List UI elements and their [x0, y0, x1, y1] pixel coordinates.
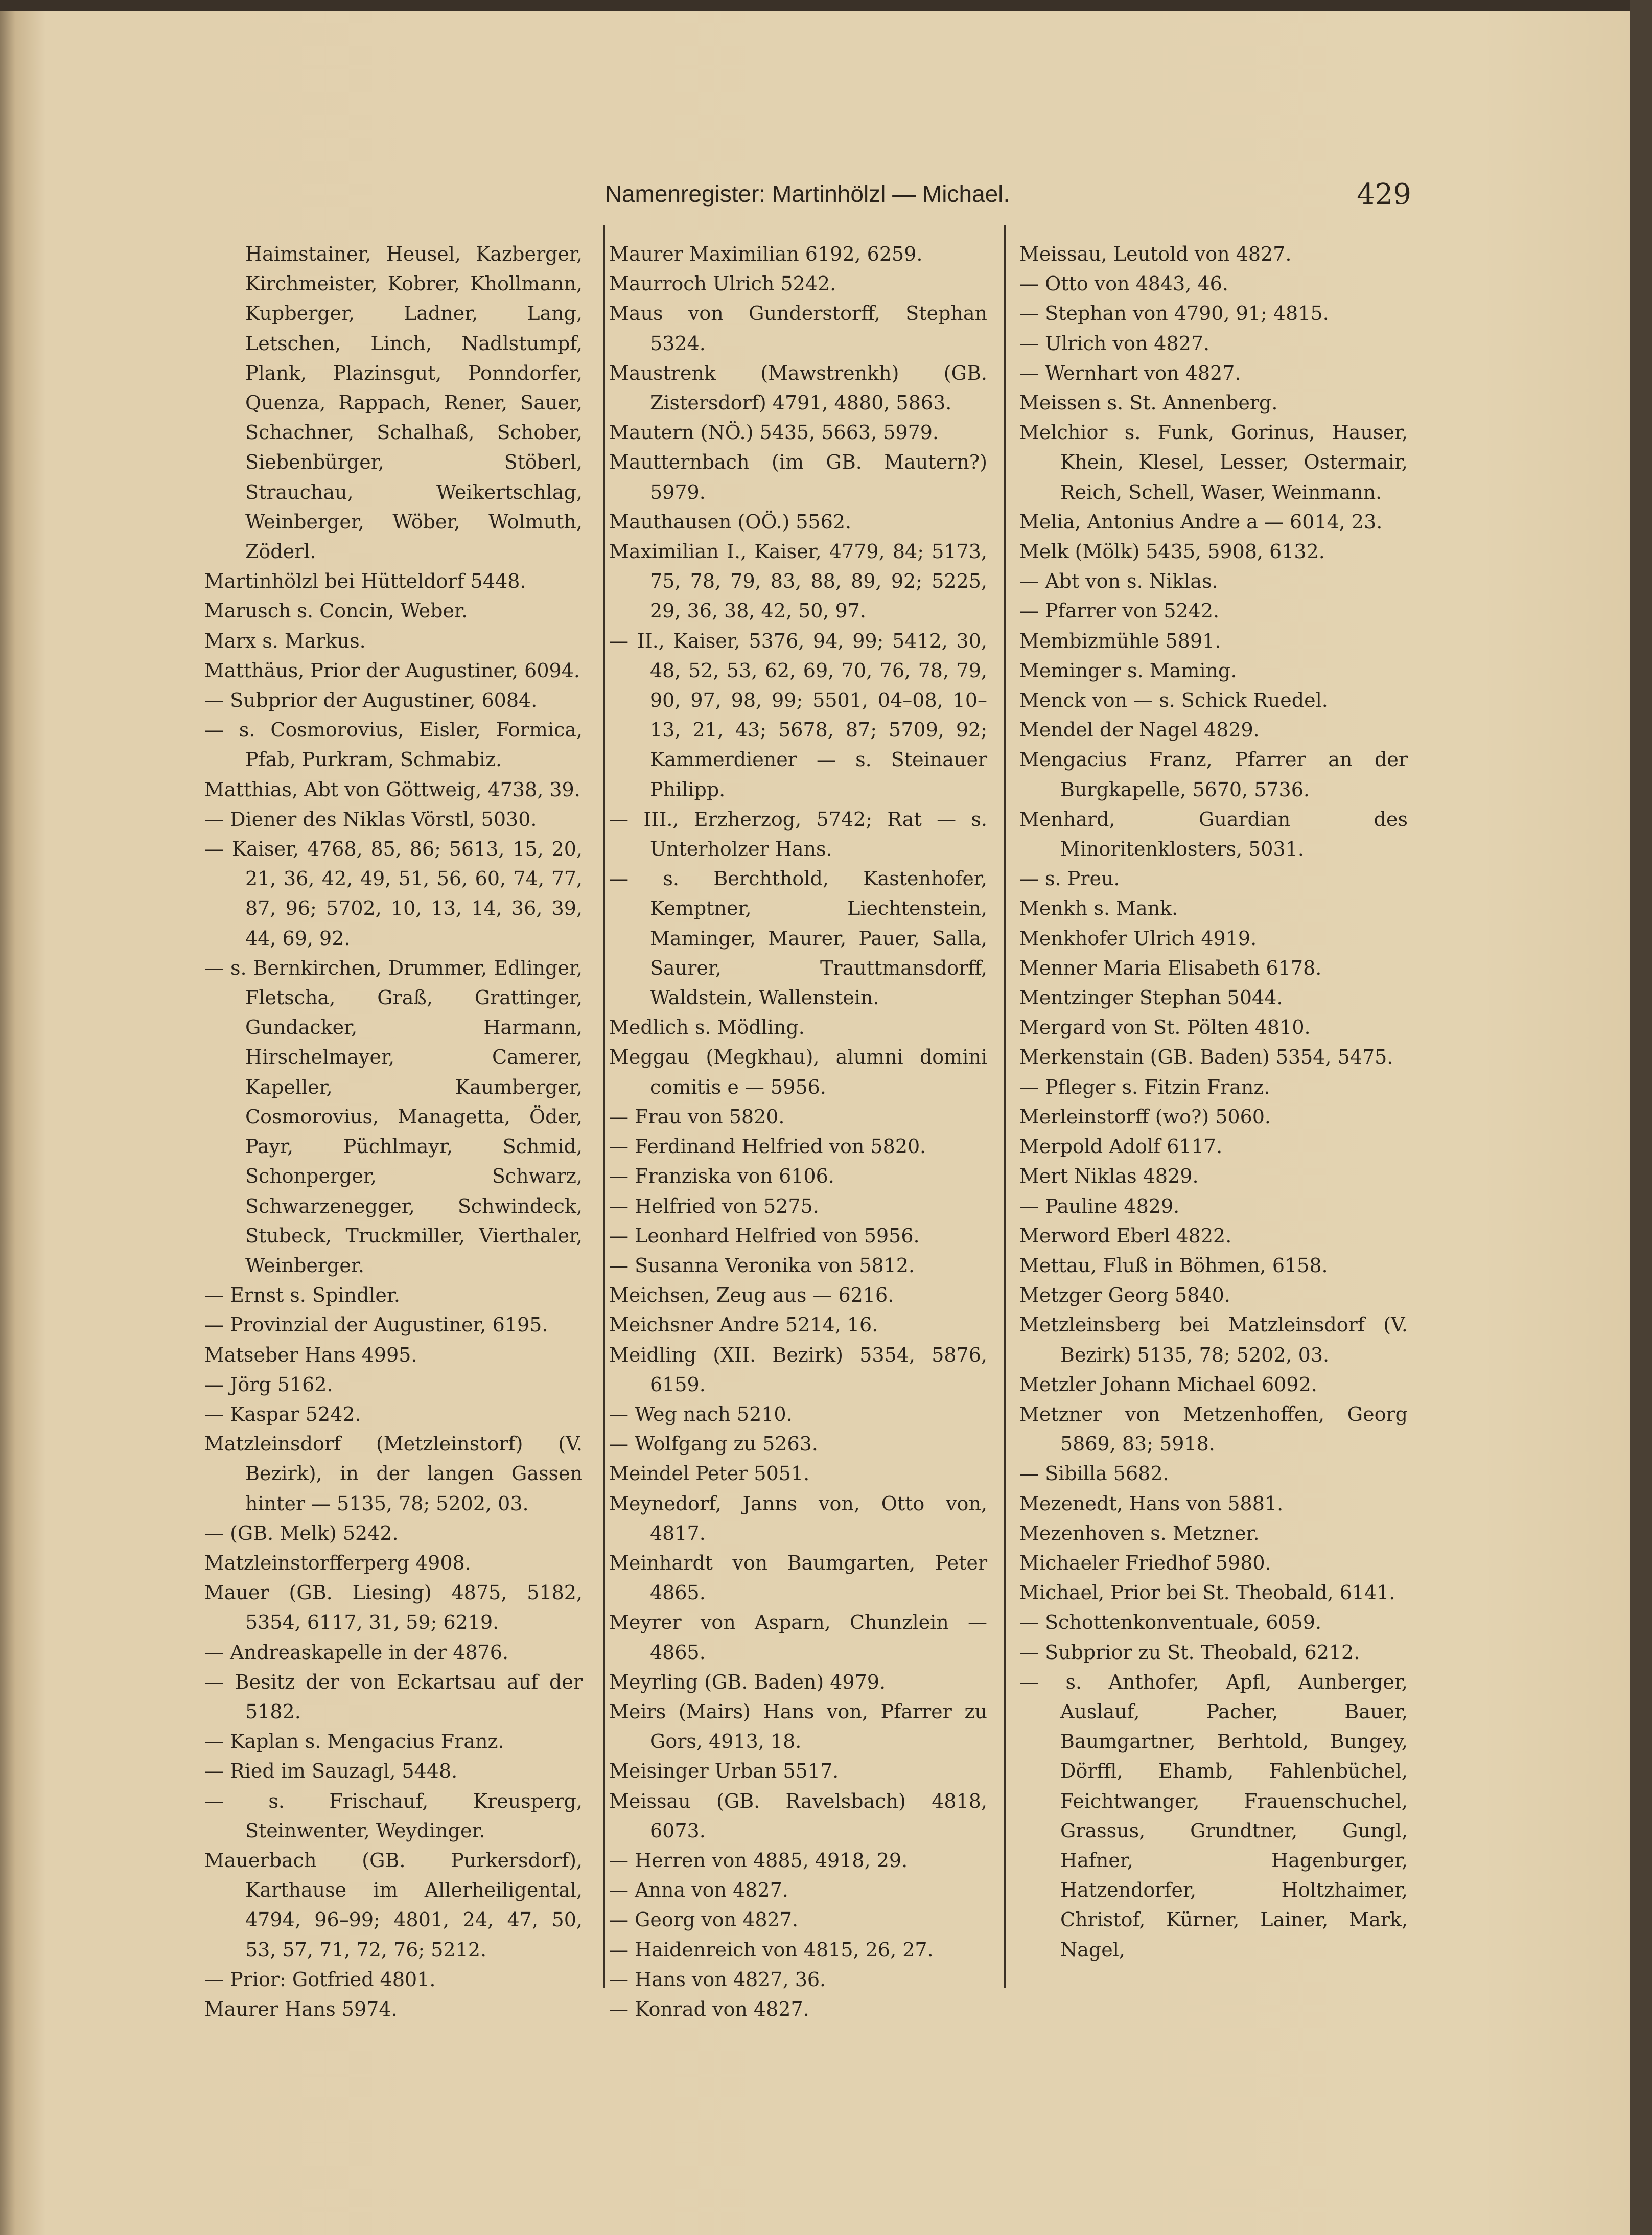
index-entry: Mauerbach (GB. Purkersdorf), Karthause im Allerheiligental, 4794, 96–99; 4801, 24, 47, 50, 53, 57, 71, 72, 76; 5212.: [204, 1849, 583, 1961]
index-entry: Meminger s. Maming.: [1019, 659, 1237, 682]
index-entry: — Subprior zu St. Theobald, 6212.: [1019, 1641, 1360, 1664]
index-entry: Metzner von Metzenhoffen, Georg 5869, 83; 5918.: [1019, 1402, 1408, 1456]
index-entry: — Ried im Sauzagl, 5448.: [204, 1760, 458, 1783]
index-entry: Marusch s. Concin, Weber.: [204, 600, 468, 623]
index-entry: Meichsen, Zeug aus — 6216.: [609, 1284, 894, 1307]
column-rule-right: [1004, 225, 1006, 1988]
index-entry: — Provinzial der Augustiner, 6195.: [204, 1314, 548, 1337]
index-entry: Mengacius Franz, Pfarrer an der Burgkapelle, 5670, 5736.: [1019, 748, 1408, 801]
index-entry: Meichsner Andre 5214, 16.: [609, 1314, 878, 1337]
index-entry: Michaeler Friedhof 5980.: [1019, 1551, 1271, 1574]
index-entry: — Susanna Veronika von 5812.: [609, 1254, 915, 1277]
index-entry: — Frau von 5820.: [609, 1105, 785, 1128]
index-entry: Maximilian I., Kaiser, 4779, 84; 5173, 75, 78, 79, 83, 88, 89, 92; 5225, 29, 36, 38, 42, 50, 97.: [609, 540, 987, 623]
index-entry: — Abt von s. Niklas.: [1019, 570, 1218, 593]
index-entry: Menck von — s. Schick Ruedel.: [1019, 689, 1328, 712]
index-entry: — Schottenkonventuale, 6059.: [1019, 1611, 1322, 1634]
index-entry: — Otto von 4843, 46.: [1019, 272, 1228, 295]
index-entry: Meissau (GB. Ravelsbach) 4818, 6073.: [609, 1789, 987, 1842]
index-entry: Meynedorf, Janns von, Otto von, 4817.: [609, 1492, 987, 1545]
index-entry: — Besitz der von Eckartsau auf der 5182.: [204, 1670, 583, 1723]
index-entry: Metzger Georg 5840.: [1019, 1284, 1230, 1307]
index-entry: — Stephan von 4790, 91; 4815.: [1019, 302, 1329, 325]
index-entry: Meissen s. St. Annenberg.: [1019, 391, 1278, 414]
index-entry: — Wolfgang zu 5263.: [609, 1433, 818, 1456]
index-column-3: [1019, 239, 1408, 1965]
index-entry: — Jörg 5162.: [204, 1373, 333, 1396]
index-entry: — Subprior der Augustiner, 6084.: [204, 689, 538, 712]
index-entry: Menner Maria Elisabeth 6178.: [1019, 956, 1322, 979]
index-entry: — Kaiser, 4768, 85, 86; 5613, 15, 20, 21, 36, 42, 49, 51, 56, 60, 74, 77, 87, 96; 5702, 10, 13, 14, 36, 39, 44, 69, 92.: [204, 838, 583, 950]
index-entry: Martinhölzl bei Hütteldorf 5448.: [204, 570, 526, 593]
index-entry: Mezenhoven s. Metzner.: [1019, 1522, 1260, 1545]
index-entry: Maurer Hans 5974.: [204, 1997, 398, 2020]
index-entry: Membizmühle 5891.: [1019, 629, 1221, 652]
index-entry: Maurer Maximilian 6192, 6259.: [609, 243, 923, 265]
index-entry: Maus von Gunderstorff, Stephan 5324.: [609, 302, 987, 355]
index-entry: — III., Erzherzog, 5742; Rat — s. Unterholzer Hans.: [609, 808, 987, 861]
index-entry: Meirs (Mairs) Hans von, Pfarrer zu Gors, 4913, 18.: [609, 1700, 987, 1753]
index-entry: — Ernst s. Spindler.: [204, 1284, 400, 1307]
index-entry: — Pauline 4829.: [1019, 1194, 1180, 1217]
index-entry: — Haidenreich von 4815, 26, 27.: [609, 1938, 934, 1961]
index-entry: — Herren von 4885, 4918, 29.: [609, 1849, 908, 1872]
index-entry: Matseber Hans 4995.: [204, 1343, 417, 1366]
index-entry: Melia, Antonius Andre a — 6014, 23.: [1019, 510, 1383, 533]
index-entry: Mendel der Nagel 4829.: [1019, 719, 1260, 742]
scan-right-edge: [1630, 0, 1652, 2235]
index-entry: Mauer (GB. Liesing) 4875, 5182, 5354, 6117, 31, 59; 6219.: [204, 1581, 583, 1634]
index-entry: — (GB. Melk) 5242.: [204, 1522, 399, 1545]
index-entry: Marx s. Markus.: [204, 629, 366, 652]
index-entry: Matthäus, Prior der Augustiner, 6094.: [204, 659, 580, 682]
index-column-1: [204, 239, 583, 2024]
index-entry: — Franziska von 6106.: [609, 1165, 834, 1188]
index-entry: Merleinstorff (wo?) 5060.: [1019, 1105, 1271, 1128]
index-entry: Mergard von St. Pölten 4810.: [1019, 1016, 1311, 1039]
index-entry: — Wernhart von 4827.: [1019, 361, 1241, 384]
index-entry: Mautternbach (im GB. Mautern?) 5979.: [609, 451, 987, 503]
index-entry: Mettau, Fluß in Böhmen, 6158.: [1019, 1254, 1328, 1277]
index-entry: Mauthausen (OÖ.) 5562.: [609, 510, 852, 533]
index-entry: Matzleinstorfferperg 4908.: [204, 1551, 471, 1574]
index-entry: — s. Anthofer, Apfl, Aunberger, Auslauf, Pacher, Bauer, Baumgartner, Berhtold, Bungey, Dörffl, Ehamb, Fahlenbüchel, Feichtwanger, Frauenschuchel, Grassus, Grundtner, Gungl, Hafner, Hagenburger, Hatzendorfer, Holtzhaimer, Christof, Kürner, Lainer, Mark, Nagel,: [1019, 1670, 1408, 1961]
index-entry: — Ferdinand Helfried von 5820.: [609, 1135, 926, 1158]
running-header: Namenregister: Martinhölzl — Michael.: [604, 180, 1010, 207]
index-entry: Matzleinsdorf (Metzleinstorf) (V. Bezirk), in der langen Gassen hinter — 5135, 78; 5202, 03.: [204, 1433, 583, 1515]
index-entry: — Andreaskapelle in der 4876.: [204, 1641, 509, 1664]
index-entry: Meggau (Megkhau), alumni domini comitis e — 5956.: [609, 1046, 987, 1098]
index-entry: Meissau, Leutold von 4827.: [1019, 243, 1292, 265]
index-entry: Mezenedt, Hans von 5881.: [1019, 1492, 1284, 1515]
index-entry: — Pfleger s. Fitzin Franz.: [1019, 1075, 1270, 1098]
index-entry-continuation: Haimstainer, Heusel, Kazberger, Kirchmeister, Kobrer, Khollmann, Kupberger, Ladner, Lang, Letschen, Linch, Nadlstumpf, Plank, Plazinsgut, Ponndorfer, Quenza, Rappach, Rener, Sauer, Schachner, Schalhaß, Schober, Siebenbürger, Stöberl, Strauchau, Weikertschlag, Weinberger, Wöber, Wolmuth, Zöderl.: [245, 243, 583, 563]
index-entry: Metzleinsberg bei Matzleinsdorf (V. Bezirk) 5135, 78; 5202, 03.: [1019, 1314, 1408, 1366]
index-entry: — s. Berchthold, Kastenhofer, Kemptner, Liechtenstein, Maminger, Maurer, Pauer, Salla, Saurer, Trauttmansdorff, Waldstein, Wallenstein.: [609, 867, 987, 1009]
index-entry: Metzler Johann Michael 6092.: [1019, 1373, 1317, 1396]
index-entry: — II., Kaiser, 5376, 94, 99; 5412, 30, 48, 52, 53, 62, 69, 70, 76, 78, 79, 90, 97, 98, 99; 5501, 04–08, 10–13, 21, 43; 5678, 87; 5709, 92; Kammerdiener — s. Steinauer Philipp.: [609, 629, 987, 801]
index-column-2: [609, 239, 987, 2024]
index-entry: Medlich s. Mödling.: [609, 1016, 805, 1039]
index-entry: — Ulrich von 4827.: [1019, 332, 1210, 355]
index-entry: Merkenstain (GB. Baden) 5354, 5475.: [1019, 1046, 1393, 1069]
index-entry: Matthias, Abt von Göttweig, 4738, 39.: [204, 778, 580, 801]
index-entry: — Pfarrer von 5242.: [1019, 600, 1220, 623]
index-entry: Meyrling (GB. Baden) 4979.: [609, 1670, 886, 1693]
index-entry: Merword Eberl 4822.: [1019, 1224, 1232, 1247]
index-entry: Menhard, Guardian des Minoritenklosters, 5031.: [1019, 808, 1408, 861]
page-number: 429: [1357, 178, 1411, 211]
index-entry: Meindel Peter 5051.: [609, 1462, 810, 1485]
index-entry: Menkh s. Mank.: [1019, 897, 1178, 920]
index-entry: — Sibilla 5682.: [1019, 1462, 1169, 1485]
index-entry: Merpold Adolf 6117.: [1019, 1135, 1223, 1158]
index-entry: — s. Cosmorovius, Eisler, Formica, Pfab, Purkram, Schmabiz.: [204, 719, 583, 771]
index-entry: — Weg nach 5210.: [609, 1402, 793, 1425]
index-entry: Melchior s. Funk, Gorinus, Hauser, Khein, Klesel, Lesser, Ostermair, Reich, Schell, Waser, Weinmann.: [1019, 421, 1408, 503]
index-entry: — Leonhard Helfried von 5956.: [609, 1224, 920, 1247]
scan-top-edge: [0, 0, 1652, 11]
column-rule-left: [603, 225, 605, 1988]
index-entry: — Prior: Gotfried 4801.: [204, 1968, 436, 1991]
index-entry: — s. Frischauf, Kreusperg, Steinwenter, Weydinger.: [204, 1789, 583, 1842]
index-entry: — Kaplan s. Mengacius Franz.: [204, 1730, 504, 1753]
index-entry: — Helfried von 5275.: [609, 1194, 819, 1217]
index-entry: — Georg von 4827.: [609, 1908, 799, 1931]
index-entry: Melk (Mölk) 5435, 5908, 6132.: [1019, 540, 1325, 563]
index-entry: — s. Bernkirchen, Drummer, Edlinger, Fletscha, Graß, Grattinger, Gundacker, Harmann, Hirschelmayer, Camerer, Kapeller, Kaumberger, Cosmorovius, Managetta, Öder, Payr, Püchlmayr, Schmid, Schonperger, Schwarz, Schwarzenegger, Schwindeck, Stubeck, Truckmiller, Vierthaler, Weinberger.: [204, 956, 583, 1277]
index-entry: — Hans von 4827, 36.: [609, 1968, 826, 1991]
index-entry: Meyrer von Asparn, Chunzlein — 4865.: [609, 1611, 987, 1664]
index-entry: — Diener des Niklas Vörstl, 5030.: [204, 808, 537, 831]
index-entry: Mert Niklas 4829.: [1019, 1165, 1199, 1188]
index-entry: — Anna von 4827.: [609, 1879, 788, 1902]
index-entry: Mentzinger Stephan 5044.: [1019, 986, 1283, 1009]
index-entry: Meisinger Urban 5517.: [609, 1760, 839, 1783]
index-entry: Maustrenk (Mawstrenkh) (GB. Zistersdorf) 4791, 4880, 5863.: [609, 361, 987, 414]
index-entry: Menkhofer Ulrich 4919.: [1019, 927, 1257, 950]
index-entry: — Kaspar 5242.: [204, 1402, 361, 1425]
index-entry: Maurroch Ulrich 5242.: [609, 272, 836, 295]
index-entry: Michael, Prior bei St. Theobald, 6141.: [1019, 1581, 1395, 1604]
index-entry: Meidling (XII. Bezirk) 5354, 5876, 6159.: [609, 1343, 987, 1396]
index-entry: — s. Preu.: [1019, 867, 1120, 890]
index-entry: Mautern (NÖ.) 5435, 5663, 5979.: [609, 421, 939, 444]
index-entry: — Konrad von 4827.: [609, 1997, 809, 2020]
index-entry: Meinhardt von Baumgarten, Peter 4865.: [609, 1551, 987, 1604]
